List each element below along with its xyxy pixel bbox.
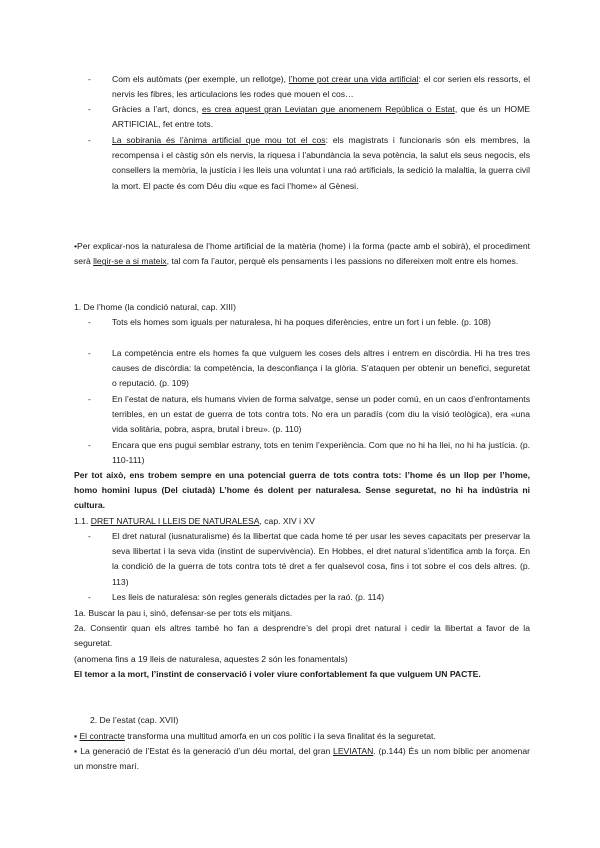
section-1-1-heading: 1.1. DRET NATURAL I LLEIS DE NATURALESA, cap. XIV i XV	[74, 516, 315, 526]
dash-marker: -	[88, 592, 91, 602]
laws-note: (anomena fins a 19 lleis de naturalesa, aquestes 2 són les fonamentals)	[74, 654, 348, 664]
intro-bullet-2-text: Gràcies a l’art, doncs, es crea aquest gran Leviatan que anomenem República o Estat, que és un HOME ARTIFICIAL, fet entre tots.	[112, 104, 530, 130]
dash-marker: -	[88, 394, 91, 404]
s1-bullet-2	[88, 346, 530, 392]
s11-bullet-1-text: El dret natural (iusnaturalisme) és la llibertat que cada home té per usar les seves capacitats per preservar la seva llibertat i la seva vida (instint de supervivència). En Hobbes, el dret natural s’identifica amb la força. En la condició de la guerra de tots contra tots té dret a fer qualsevol cosa, fins i tot sobre el cos dels altres. (p. 113)	[112, 531, 530, 587]
intro-bullet-1	[88, 72, 530, 102]
s11-conclusion: El temor a la mort, l’instint de conservació i voler viure confortablement fa que vulguem UN PACTE.	[74, 669, 481, 679]
s1-bullet-1	[88, 315, 530, 330]
s11-bullet-1	[88, 529, 530, 590]
s1-bullet-4-text: Encara que ens pugui semblar estrany, tots en tenim l’experiència. Com que no hi ha llei, no hi ha justícia. (p. 110-111)	[112, 440, 530, 466]
s1-bullet-1-text: Tots els homes som iguals per naturalesa, hi ha poques diferències, entre un fort i un feble. (p. 108)	[112, 317, 491, 327]
intro-bullet-3-text: La sobirania és l’ànima artificial que mou tot el cos: els magistrats i funcionaris són els membres, la recompensa i el càstig són els nervis, la riquesa i l’abundància la seva potència, la salut els seus negocis, els consellers la memòria, la justícia i les lleis una voluntat i una raó artificials, la sedició la malaltia, la guerra civil la mort. El pacte és com Déu diu «que es faci l’home» al Gènesi.	[112, 135, 531, 191]
intro-bullet-2	[88, 102, 530, 132]
s1-bullet-4	[88, 438, 530, 468]
dash-marker: -	[88, 531, 91, 541]
s1-bullet-3	[88, 392, 530, 438]
law-2a: 2a. Consentir quan els altres també ho fan a desprendre’s del propi dret natural i cedir la llibertat a favor de la seguretat.	[74, 623, 530, 649]
dash-marker: -	[88, 104, 91, 114]
s11-bullet-2	[88, 590, 530, 605]
s2-item-2: ▪ La generació de l’Estat és la generació d’un déu mortal, del gran LEVIATAN. (p.144) És un nom bíblic per anomenar un monstre marí.	[74, 746, 530, 772]
s11-bullet-2-text: Les lleis de naturalesa: són regles generals dictades per la raó. (p. 114)	[112, 592, 385, 602]
intro-bullet-3	[88, 133, 530, 194]
s2-item-1: ▪ El contracte transforma una multitud amorfa en un cos polític i la seva finalitat és la seguretat.	[74, 731, 436, 741]
dash-marker: -	[88, 440, 91, 450]
s1-conclusion: Per tot això, ens trobem sempre en una potencial guerra de tots contra tots: l’home és un llop per l’home, homo homini lupus (Del ciutadà) L’home és dolent per naturalesa. Sense seguretat, no hi ha indústria ni cultura.	[74, 470, 530, 511]
s1-bullet-2-text: La competència entre els homes fa que vulguem les coses dels altres i entrem en discòrdia. Hi ha tres tres causes de discòrdia: la competència, la desconfiança i la glòria. S’ataquen per obtenir un benefici, seguretat o reputació. (p. 109)	[112, 348, 530, 389]
s1-bullet-3-text: En l’estat de natura, els humans vivien de forma salvatge, sense un poder comú, en un caos d’enfrontaments terribles, en un estat de guerra de tots contra tots. No era un paradís (com diu la visió teològica), era «una vida solitària, pobra, aspra, brutal i breu». (p. 110)	[112, 394, 530, 435]
dash-marker: -	[88, 348, 91, 358]
intro-paragraph: •Per explicar-nos la naturalesa de l’home artificial de la matèria (home) i la forma (pacte amb el sobirà), el procediment serà llegir-se a si mateix, tal com fa l’autor, perquè els pensaments i les passions no difereixen molt entre els homes.	[74, 241, 530, 267]
dash-marker: -	[88, 317, 91, 327]
section-2-heading: 2. De l’estat (cap. XVII)	[90, 715, 179, 725]
section-1-heading: 1. De l’home (la condició natural, cap. XIII)	[74, 302, 236, 312]
law-1a: 1a. Buscar la pau i, sinó, defensar-se per tots els mitjans.	[74, 608, 293, 618]
intro-bullet-1-text: Com els autòmats (per exemple, un rellotge), l’home pot crear una vida artificial: el cor serien els ressorts, el nervis les fibres, les articulacions les rodes que mouen el cos…	[112, 74, 531, 100]
dash-marker: -	[88, 74, 91, 84]
dash-marker: -	[88, 135, 91, 145]
